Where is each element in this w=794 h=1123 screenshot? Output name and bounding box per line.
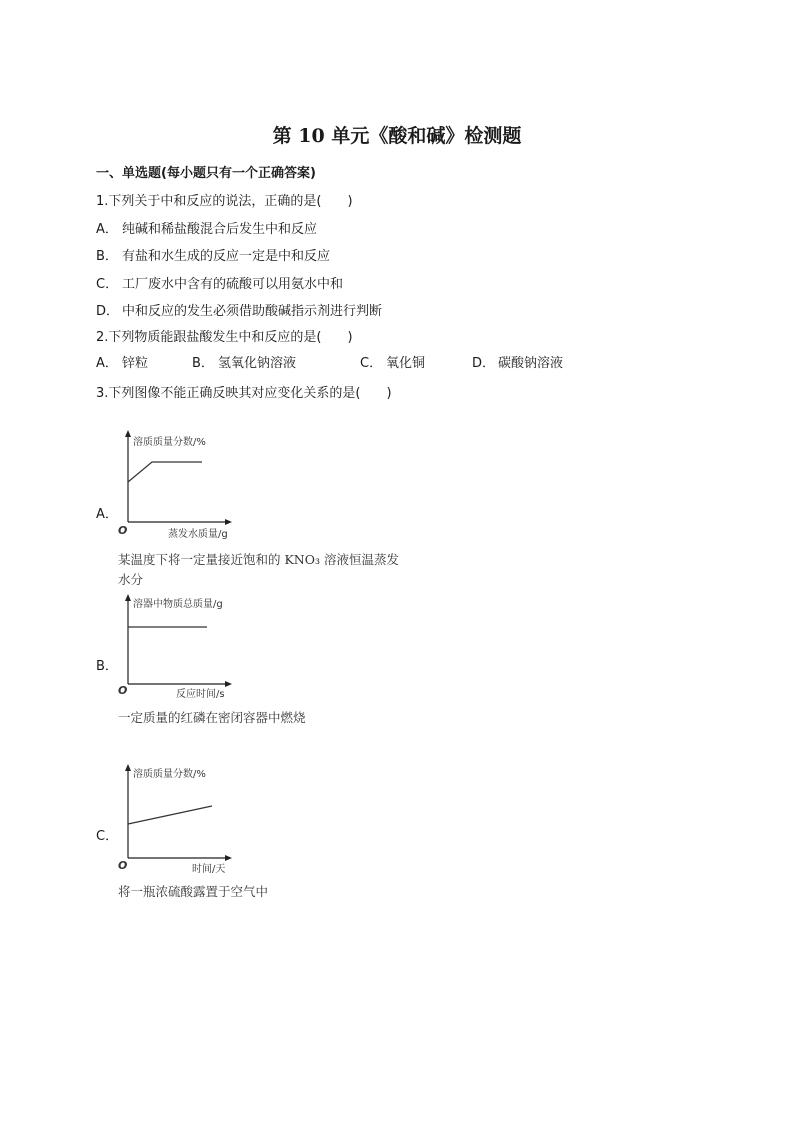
- y-axis-arrow: [125, 764, 131, 771]
- question-2-option-c: [360, 352, 425, 371]
- question-3-stem: 3.下列图像不能正确反映其对应变化关系的是( ): [96, 386, 392, 401]
- question-2-stem: 2.下列物质能跟盐酸发生中和反应的是( ): [96, 330, 353, 345]
- origin-label: O: [118, 859, 128, 872]
- y-axis-arrow: [125, 594, 131, 601]
- question-2-option-b: [192, 352, 296, 371]
- x-axis-arrow: [225, 855, 232, 861]
- option-text: 氧化铜: [386, 356, 426, 371]
- data-line: [128, 806, 212, 824]
- option-text: 氢氧化钠溶液: [218, 356, 297, 371]
- section-heading: 一、单选题(每小题只有一个正确答案): [96, 166, 316, 181]
- option-letter: A．: [96, 222, 118, 237]
- option-text: 纯碱和稀盐酸混合后发生中和反应: [122, 222, 318, 237]
- graph-c-letter: C．: [96, 829, 119, 844]
- graph-b: [112, 592, 242, 702]
- question-1-option-b: [96, 245, 330, 264]
- option-text: 碳酸钠溶液: [498, 356, 564, 371]
- x-axis-label: 时间/天: [192, 864, 226, 875]
- graph-c: [112, 762, 242, 878]
- graph-a-caption-line2: 水分: [118, 572, 144, 587]
- option-text: 工厂废水中含有的硫酸可以用氨水中和: [122, 277, 344, 292]
- x-axis-label: 反应时间/s: [176, 689, 225, 700]
- y-axis-label: 溶质质量分数/%: [133, 769, 206, 780]
- question-2-option-d: [472, 352, 563, 371]
- page-title: 第 10 单元《酸和碱》检测题: [272, 125, 522, 147]
- graph-b-caption: 一定质量的红磷在密闭容器中燃烧: [118, 710, 306, 725]
- data-line: [128, 462, 202, 482]
- option-letter: B．: [96, 249, 118, 264]
- option-letter: A．: [96, 356, 118, 371]
- question-1-option-c: [96, 273, 343, 292]
- question-2-option-a: [96, 352, 148, 371]
- origin-label: O: [118, 524, 128, 537]
- option-letter: B．: [192, 356, 214, 371]
- graph-a-caption-line1: 某温度下将一定量接近饱和的 KNO₃ 溶液恒温蒸发: [118, 552, 399, 567]
- origin-label: O: [118, 684, 128, 697]
- option-letter: C．: [360, 356, 383, 371]
- option-letter: D．: [96, 304, 120, 319]
- y-axis-arrow: [125, 430, 131, 437]
- option-text: 锌粒: [122, 356, 149, 371]
- option-text: 有盐和水生成的反应一定是中和反应: [122, 249, 331, 264]
- x-axis-arrow: [225, 519, 232, 525]
- x-axis-label: 蒸发水质量/g: [168, 529, 228, 540]
- y-axis-label: 溶质质量分数/%: [133, 437, 206, 448]
- question-1-option-d: [96, 300, 382, 319]
- question-1-option-a: [96, 218, 317, 237]
- option-text: 中和反应的发生必须借助酸碱指示剂进行判断: [122, 304, 383, 319]
- option-letter: C．: [96, 277, 119, 292]
- graph-a-letter: A．: [96, 507, 118, 522]
- y-axis-label: 溶器中物质总质量/g: [133, 599, 223, 610]
- x-axis-arrow: [225, 681, 232, 687]
- graph-a: [112, 428, 242, 546]
- graph-b-letter: B．: [96, 659, 118, 674]
- question-1-stem: 1.下列关于中和反应的说法，正确的是( ): [96, 194, 353, 209]
- graph-c-caption: 将一瓶浓硫酸露置于空气中: [118, 884, 269, 899]
- option-letter: D．: [472, 356, 496, 371]
